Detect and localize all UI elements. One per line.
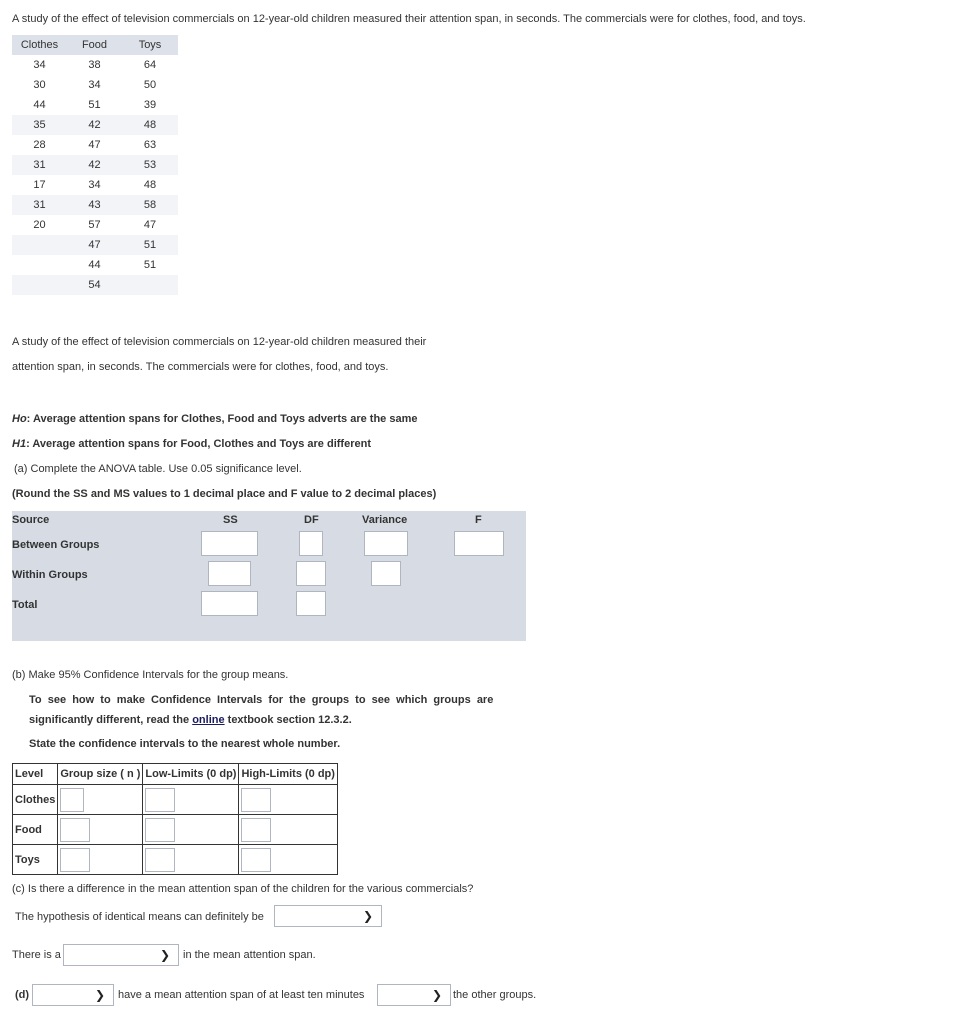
cell: 51 (143, 259, 157, 271)
toys-n-input[interactable] (60, 848, 90, 872)
cell (12, 275, 67, 295)
description-line: A study of the effect of television commercials on 12-year-old children measured their (12, 336, 427, 348)
anova-header-source: Source (12, 514, 50, 526)
chevron-down-icon: ❯ (159, 948, 170, 962)
ci-cell (58, 815, 143, 845)
table-row (12, 255, 178, 275)
h0-text: : Average attention spans for Clothes, Food and Toys adverts are the same (26, 413, 418, 425)
clothes-high-input[interactable] (241, 788, 271, 812)
food-low-input[interactable] (145, 818, 175, 842)
part-b-text: (b) Make 95% Confidence Intervals for the group means. (12, 669, 289, 681)
h0-label: Ho (12, 413, 27, 425)
between-f-input[interactable] (454, 531, 504, 556)
cell: 47 (143, 219, 157, 231)
cell: 38 (88, 59, 101, 71)
table-row (12, 175, 178, 195)
table-row (12, 235, 178, 255)
cell: 44 (33, 99, 46, 111)
table-row (13, 785, 338, 815)
ci-cell (239, 785, 338, 815)
table-row (12, 75, 178, 95)
ci-table (12, 763, 338, 875)
ci-cell (239, 815, 338, 845)
ci-cell (58, 845, 143, 875)
data-table (12, 35, 178, 295)
cell: 53 (122, 155, 178, 175)
cell: 31 (12, 195, 67, 215)
clothes-low-input[interactable] (145, 788, 175, 812)
cell: 42 (67, 155, 122, 175)
cell: 28 (33, 139, 46, 151)
difference-dropdown[interactable] (63, 944, 179, 966)
table-row (13, 845, 338, 875)
d-mid-text: have a mean attention span of at least ten minutes (118, 989, 365, 1001)
between-df-input[interactable] (299, 531, 323, 556)
part-a-text: (a) Complete the ANOVA table. Use 0.05 significance level. (14, 463, 302, 475)
between-variance-input[interactable] (364, 531, 408, 556)
toys-high-input[interactable] (241, 848, 271, 872)
total-ss-input[interactable] (201, 591, 258, 616)
c-line2-post: in the mean attention span. (183, 949, 316, 961)
table-row (12, 135, 178, 155)
between-ss-input[interactable] (201, 531, 258, 556)
cell: 34 (33, 59, 46, 71)
description-paragraph (12, 330, 472, 380)
cell: 48 (143, 179, 157, 191)
col-header-food: Food (67, 35, 122, 55)
cell: 42 (67, 115, 122, 135)
ci-note-text: significantly different, read the (29, 714, 193, 726)
d-end-text: the other groups. (453, 989, 537, 1001)
ci-header-group-size: Group size ( n ) (58, 764, 143, 785)
alt-hypothesis (12, 438, 371, 450)
cell: 51 (122, 235, 178, 255)
clothes-n-input[interactable] (60, 788, 84, 812)
cell: 34 (88, 179, 101, 191)
table-row (12, 55, 178, 75)
cell (12, 255, 67, 275)
cell: 31 (12, 155, 67, 175)
c-line2-pre: There is a (12, 949, 61, 961)
description-line: attention span, in seconds. The commercials were for clothes, food, and toys. (12, 361, 389, 373)
anova-table (12, 511, 526, 641)
cell: 47 (67, 235, 122, 255)
h1-label: H1 (12, 438, 27, 450)
intro-text: A study of the effect of television commercials on 12-year-old children measured their attention span, in seconds. The commercials were for clothes, food, and toys. (12, 13, 806, 25)
part-c-text: (c) Is there a difference in the mean attention span of the children for the various commercials? (12, 883, 474, 895)
group-dropdown[interactable] (32, 984, 114, 1006)
cell: 44 (88, 259, 101, 271)
table-row (12, 215, 178, 235)
cell: 58 (122, 195, 178, 215)
cell: 54 (67, 275, 122, 295)
anova-header-df: DF (304, 514, 319, 526)
food-n-input[interactable] (60, 818, 90, 842)
table-row (12, 115, 178, 135)
chevron-down-icon: ❯ (431, 988, 442, 1002)
table-row (13, 815, 338, 845)
c-line1-text: The hypothesis of identical means can definitely be (15, 911, 264, 923)
round-note: (Round the SS and MS values to 1 decimal place and F value to 2 decimal places) (12, 488, 437, 500)
cell: 20 (33, 219, 46, 231)
cell: 63 (143, 139, 157, 151)
ci-header-low: Low-Limits (0 dp) (143, 764, 239, 785)
ci-note-line3: State the confidence intervals to the nearest whole number. (29, 738, 341, 750)
within-ss-input[interactable] (208, 561, 251, 586)
col-header-clothes: Clothes (12, 35, 67, 55)
cell: 34 (88, 79, 101, 91)
ci-level-toys: Toys (13, 845, 58, 875)
online-textbook-link[interactable]: online (192, 714, 225, 726)
null-hypothesis (12, 413, 417, 425)
within-variance-input[interactable] (371, 561, 401, 586)
ci-header-high: High-Limits (0 dp) (239, 764, 338, 785)
cell: 39 (143, 99, 157, 111)
h1-text: : Average attention spans for Food, Clothes and Toys are different (26, 438, 371, 450)
comparison-dropdown[interactable] (377, 984, 451, 1006)
cell: 57 (88, 219, 101, 231)
cell: 50 (143, 79, 157, 91)
ci-note-line1: To see how to make Confidence Intervals for the groups to see which groups are (29, 694, 494, 706)
toys-low-input[interactable] (145, 848, 175, 872)
total-df-input[interactable] (296, 591, 326, 616)
ci-cell (58, 785, 143, 815)
chevron-down-icon: ❯ (94, 988, 105, 1002)
cell: 64 (143, 59, 157, 71)
ci-note-text: textbook section 12.3.2. (224, 714, 352, 726)
food-high-input[interactable] (241, 818, 271, 842)
cell: 48 (122, 115, 178, 135)
cell: 47 (88, 139, 101, 151)
part-d-label: (d) (15, 989, 30, 1001)
col-header-toys: Toys (122, 35, 178, 55)
cell: 17 (33, 179, 46, 191)
ci-cell (143, 845, 239, 875)
anova-header-f: F (475, 514, 482, 526)
anova-row-between: Between Groups (12, 539, 100, 551)
ci-cell (143, 785, 239, 815)
cell: 51 (88, 99, 101, 111)
ci-cell (239, 845, 338, 875)
table-row (12, 195, 178, 215)
anova-header-ss: SS (223, 514, 238, 526)
chevron-down-icon: ❯ (362, 909, 373, 923)
table-row (12, 275, 178, 295)
cell: 43 (67, 195, 122, 215)
ci-header-level: Level (13, 764, 58, 785)
ci-level-food: Food (13, 815, 58, 845)
table-row (12, 155, 178, 175)
cell: 30 (33, 79, 46, 91)
anova-header-variance: Variance (362, 514, 408, 526)
cell: 35 (12, 115, 67, 135)
ci-note-line2 (29, 714, 352, 726)
anova-row-total: Total (12, 599, 38, 611)
cell (122, 275, 178, 295)
anova-row-within: Within Groups (12, 569, 88, 581)
hypothesis-dropdown[interactable] (274, 905, 382, 927)
ci-level-clothes: Clothes (13, 785, 58, 815)
ci-cell (143, 815, 239, 845)
cell (12, 235, 67, 255)
table-row (12, 95, 178, 115)
within-df-input[interactable] (296, 561, 326, 586)
